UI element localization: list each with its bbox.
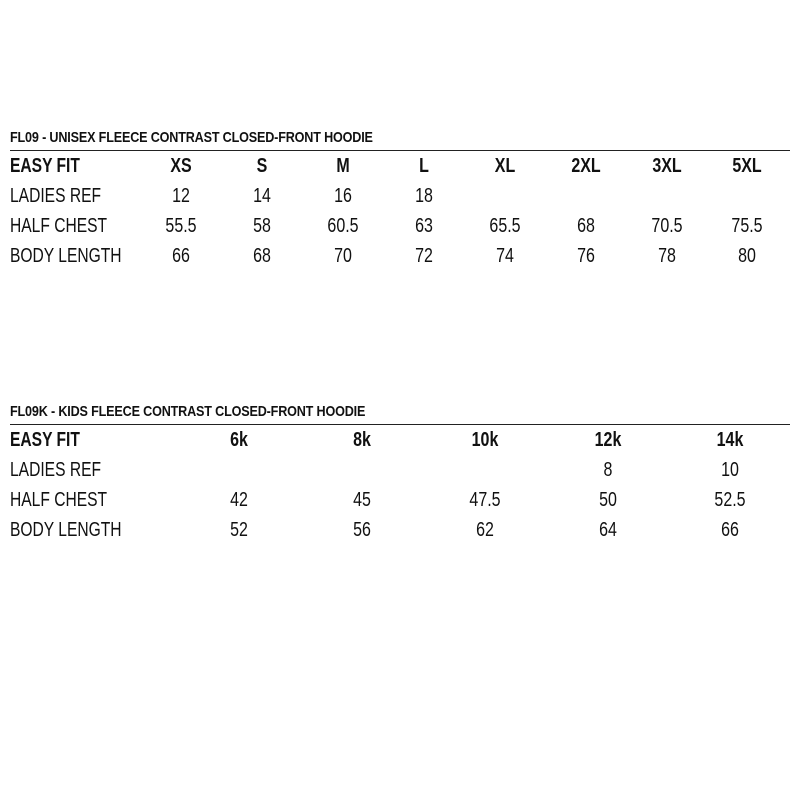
table-cell: 74 <box>496 245 514 267</box>
row-label: EASY FIT <box>10 429 80 451</box>
chart-rows <box>10 425 790 545</box>
table-cell: 10k <box>471 429 499 451</box>
table-cell: 6k <box>230 429 248 451</box>
table-cell: 47.5 <box>469 489 501 511</box>
table-cell: 75.5 <box>731 215 763 237</box>
row-label: LADIES REF <box>10 459 102 481</box>
table-cell: 52 <box>230 519 248 541</box>
chart-title: FL09K - KIDS FLEECE CONTRAST CLOSED-FRONT HOODIE <box>10 403 366 420</box>
table-cell: 66 <box>721 519 739 541</box>
table-cell: 62 <box>476 519 494 541</box>
table-row <box>10 515 790 545</box>
table-row <box>10 151 790 181</box>
table-cell: 18 <box>415 185 433 207</box>
chart-rows <box>10 151 790 271</box>
table-cell: 50 <box>599 489 617 511</box>
table-cell: 8k <box>353 429 371 451</box>
size-chart-kids <box>10 402 790 545</box>
table-cell: 42 <box>230 489 248 511</box>
table-cell: 12k <box>594 429 622 451</box>
table-cell: 14 <box>253 185 271 207</box>
table-cell: 66 <box>172 245 190 267</box>
table-cell: 14k <box>716 429 744 451</box>
table-row <box>10 241 790 271</box>
table-cell: 70.5 <box>651 215 683 237</box>
table-cell: 55.5 <box>165 215 197 237</box>
row-label: BODY LENGTH <box>10 519 122 541</box>
table-cell: 80 <box>738 245 756 267</box>
table-cell: 5XL <box>732 155 762 177</box>
table-cell: XS <box>170 155 192 177</box>
table-cell: XL <box>494 155 516 177</box>
size-chart-adult <box>10 128 790 271</box>
table-row <box>10 211 790 241</box>
table-cell: 68 <box>577 215 595 237</box>
table-cell: S <box>256 155 268 177</box>
table-cell: 76 <box>577 245 595 267</box>
table-cell: 45 <box>353 489 371 511</box>
chart-title: FL09 - UNISEX FLEECE CONTRAST CLOSED-FRONT HOODIE <box>10 129 373 146</box>
table-cell: 10 <box>721 459 739 481</box>
table-cell: L <box>419 155 429 177</box>
table-cell: 12 <box>172 185 190 207</box>
table-cell: 65.5 <box>489 215 521 237</box>
table-cell: 60.5 <box>327 215 359 237</box>
table-cell: 52.5 <box>714 489 746 511</box>
table-cell: 70 <box>334 245 352 267</box>
table-cell: 16 <box>334 185 352 207</box>
table-row <box>10 425 790 455</box>
table-cell: M <box>336 155 350 177</box>
table-cell: 63 <box>415 215 433 237</box>
table-row <box>10 455 790 485</box>
table-cell: 78 <box>658 245 676 267</box>
table-cell: 58 <box>253 215 271 237</box>
table-row <box>10 181 790 211</box>
row-label: LADIES REF <box>10 185 102 207</box>
row-label: EASY FIT <box>10 155 80 177</box>
table-cell: 2XL <box>571 155 601 177</box>
table-cell: 56 <box>353 519 371 541</box>
table-cell: 72 <box>415 245 433 267</box>
row-label: HALF CHEST <box>10 215 108 237</box>
table-cell: 3XL <box>652 155 682 177</box>
table-cell: 8 <box>603 459 613 481</box>
table-cell: 64 <box>599 519 617 541</box>
row-label: BODY LENGTH <box>10 245 122 267</box>
row-label: HALF CHEST <box>10 489 108 511</box>
table-cell: 68 <box>253 245 271 267</box>
table-row <box>10 485 790 515</box>
